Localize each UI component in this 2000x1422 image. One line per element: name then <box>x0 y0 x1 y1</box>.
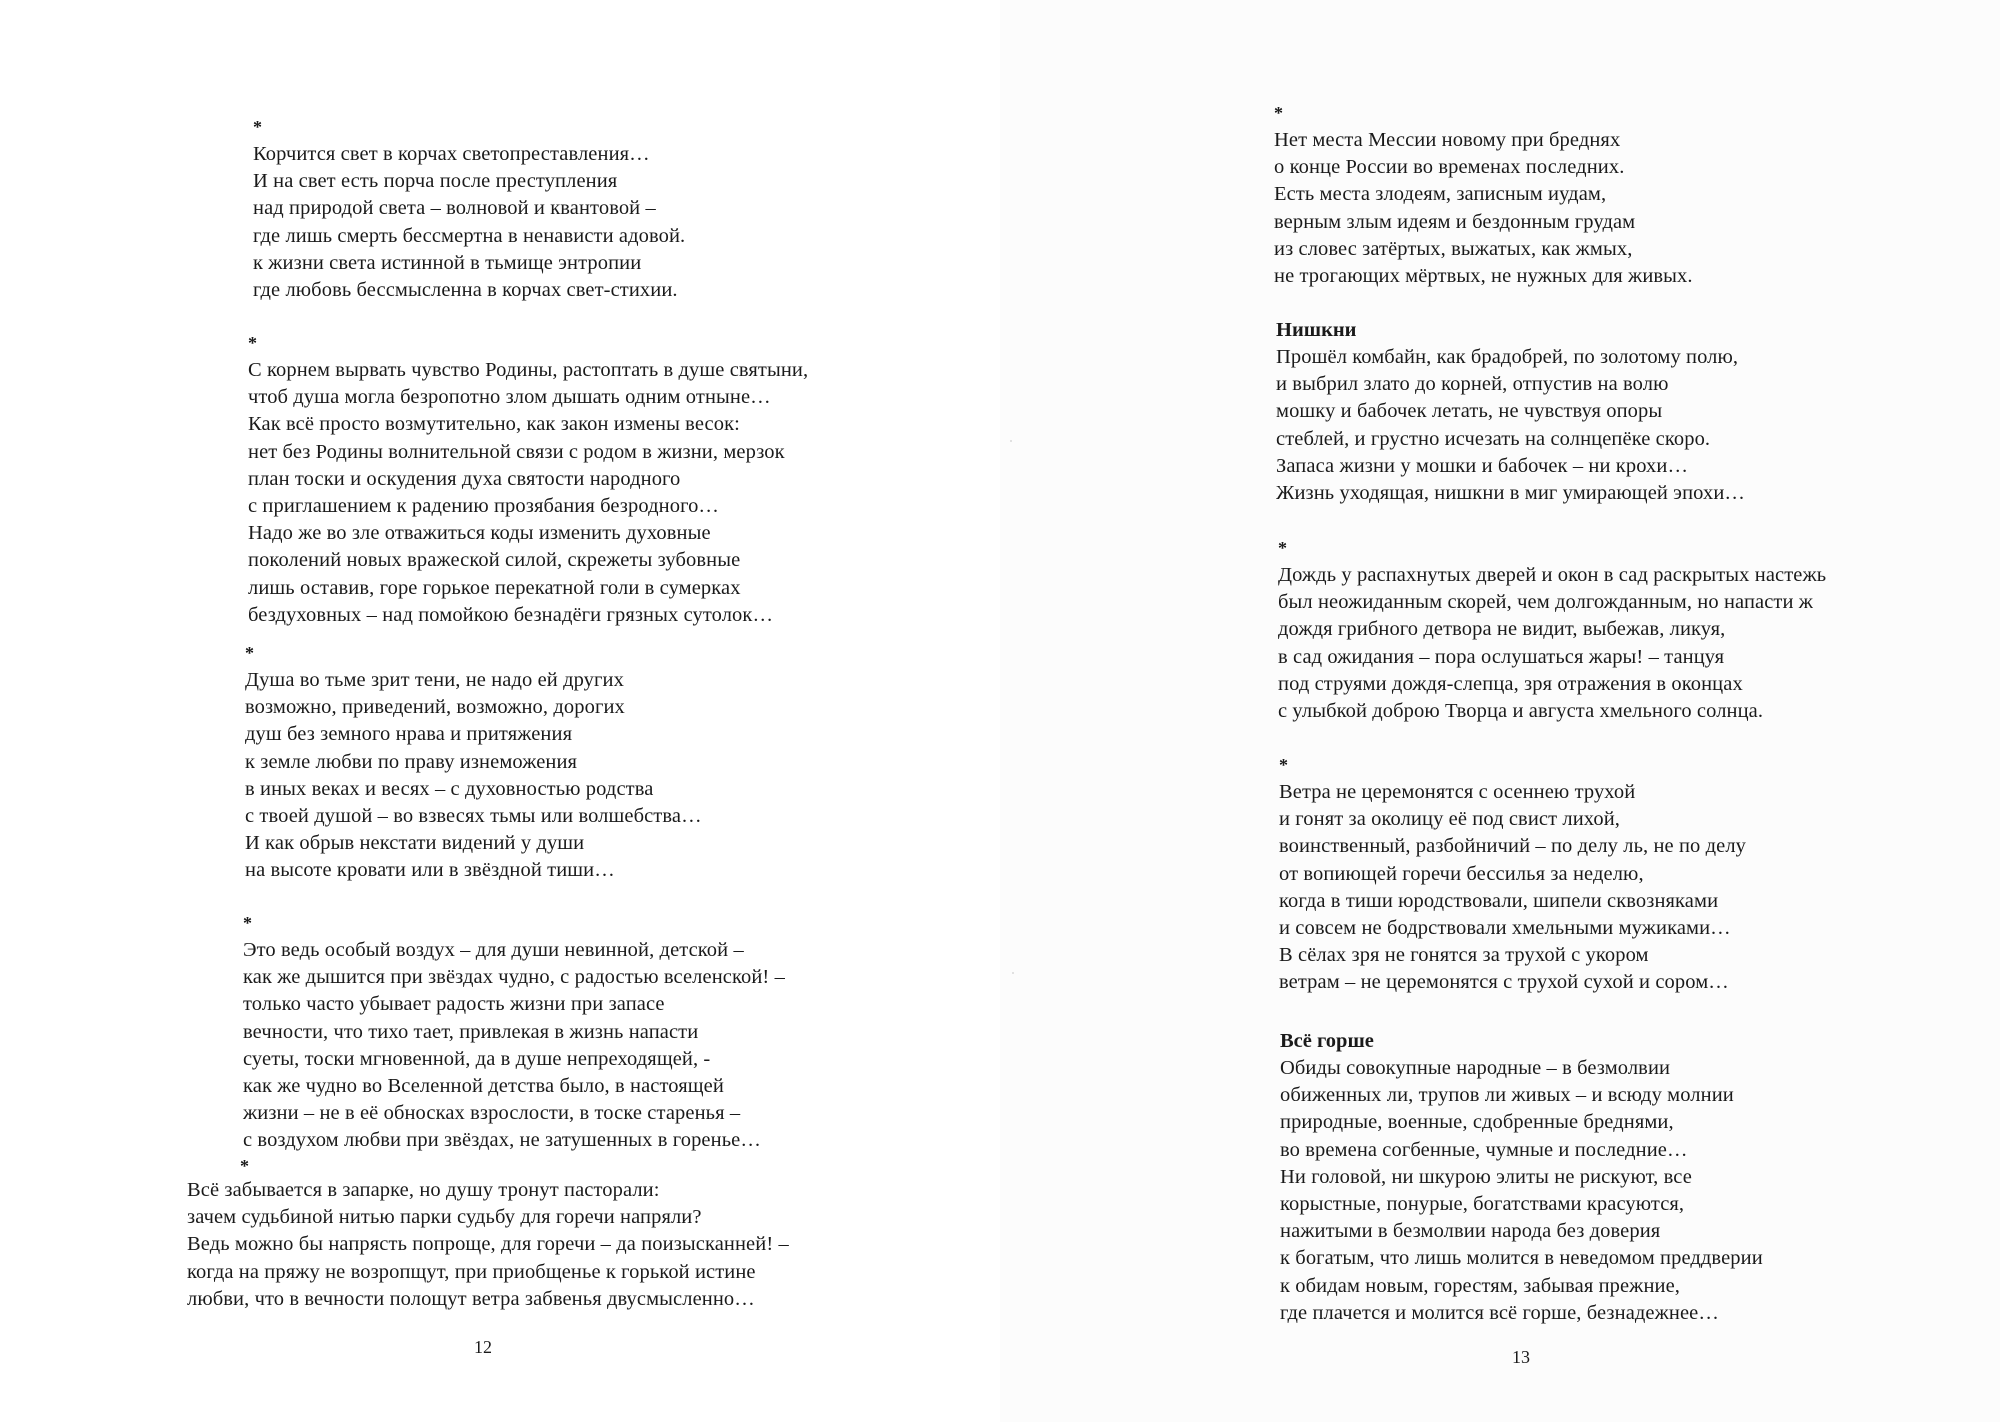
poem-line: к богатым, что лишь молится в неведомом преддверии <box>1280 1247 1763 1270</box>
section-marker: * <box>1279 755 1288 775</box>
poem-line: с улыбкой доброю Творца и августа хмельного солнца. <box>1278 700 1764 723</box>
poem-line: с воздухом любви при звёздах, не затушенных в горенье… <box>243 1129 761 1152</box>
poem-line: только часто убывает радость жизни при запасе <box>243 993 665 1016</box>
section-marker: * <box>1278 538 1287 558</box>
poem-line: Надо же во зле отважиться коды изменить духовные <box>248 522 711 545</box>
poem-line: во времена согбенные, чумные и последние… <box>1280 1138 1688 1161</box>
poem-line: не трогающих мёртвых, не нужных для живых. <box>1274 265 1693 288</box>
poem-line: Жизнь уходящая, нишкни в миг умирающей эпохи… <box>1276 482 1746 505</box>
poem-block <box>1278 535 1826 725</box>
poem-line: Ветра не церемонятся с осеннею трухой <box>1279 781 1636 803</box>
poem-line: и выбрил злато до корней, отпустив на волю <box>1276 373 1669 396</box>
poem-line: нет без Родины волнительной связи с родом в жизни, мерзок <box>248 440 785 463</box>
page-number: 13 <box>1512 1347 1530 1367</box>
poem-line: природные, военные, сдобренные бреднями, <box>1280 1111 1674 1134</box>
poem-block <box>253 114 685 304</box>
poem-line: и гонят за околицу её под свист лихой, <box>1279 808 1620 831</box>
poem-line: В сёлах зря не гонятся за трухой с укором <box>1279 944 1649 967</box>
poem-line: над природой света – волновой и квантовой – <box>253 197 656 220</box>
poem-line: мошку и бабочек летать, не чувствуя опоры <box>1276 400 1663 423</box>
poem-line: где любовь бессмысленна в корчах свет-стихии. <box>253 279 678 302</box>
poem-line: Корчится свет в корчах светопреставления… <box>253 143 650 165</box>
poem-line: к обидам новым, горестям, забывая прежние, <box>1280 1274 1681 1297</box>
poem-block <box>243 910 785 1155</box>
poem-line: вечности, что тихо тает, привлекая в жизнь напасти <box>243 1020 699 1043</box>
poem-line: Душа во тьме зрит тени, не надо ей других <box>245 669 624 691</box>
poem-marker-block <box>240 1153 249 1180</box>
poem-line: Обиды совокупные народные – в безмолвии <box>1280 1057 1671 1079</box>
section-marker: * <box>243 913 252 933</box>
poem-line: под струями дождя-слепца, зря отражения в оконцах <box>1278 672 1743 695</box>
section-marker: * <box>245 643 254 663</box>
poem-line: чтоб душа могла безропотно злом дышать одним отныне… <box>248 386 771 409</box>
poem-line: ветрам – не церемонятся с трухой сухой и сором… <box>1279 971 1729 994</box>
poem-line: был неожиданным скорей, чем долгожданным, но напасти ж <box>1278 591 1814 614</box>
poem-line: Ни головой, ни шкурою элиты не рискуют, все <box>1280 1165 1692 1188</box>
poem-line: стеблей, и грустно исчезать на солнцепёке скоро. <box>1276 427 1711 450</box>
poem-block <box>245 640 702 885</box>
section-marker: * <box>248 333 257 353</box>
poem-block <box>248 330 808 629</box>
poem-line: о конце России во временах последних. <box>1274 156 1625 179</box>
poem-block <box>1274 100 1693 290</box>
poem-line: Всё забывается в запарке, но душу тронут пасторали: <box>187 1179 660 1201</box>
poem-line: в иных веках и весях – с духовностью родства <box>245 777 654 800</box>
poem-title: Нишкни <box>1276 319 1357 341</box>
poem-line: где плачется и молится всё горше, безнадежнее… <box>1280 1301 1719 1324</box>
page-number: 12 <box>474 1337 492 1357</box>
poem-line: С корнем вырвать чувство Родины, растоптать в душе святыни, <box>248 359 809 381</box>
poem-line: к жизни света истинной в тьмище энтропии <box>253 251 642 274</box>
poem-line: от вопиющей горечи бессилья за неделю, <box>1279 862 1644 885</box>
poem-line: Нет места Мессии новому при бреднях <box>1274 129 1621 151</box>
section-marker: * <box>1274 103 1283 123</box>
poem-line: Запаса жизни у мошки и бабочек – ни крохи… <box>1276 454 1689 477</box>
poem-line: когда на пряжу не возропщут, при приобщенье к горькой истине <box>187 1260 756 1283</box>
poem-block <box>1280 1027 1763 1327</box>
poem-title: Всё горше <box>1280 1030 1374 1052</box>
poem-block <box>1276 316 1745 507</box>
poem-line: Прошёл комбайн, как брадобрей, по золотому полю, <box>1276 346 1739 368</box>
poem-line: возможно, приведений, возможно, дорогих <box>245 696 625 719</box>
poem-line: корыстные, понурые, богатствами красуются, <box>1280 1193 1685 1216</box>
poem-line: Как всё просто возмутительно, как закон измены весок: <box>248 413 740 436</box>
poem-line: Есть места злодеям, записным иудам, <box>1274 183 1607 206</box>
poem-line: И как обрыв некстати видений у души <box>245 832 585 855</box>
poem-line: к земле любви по праву изнеможения <box>245 750 578 773</box>
poem-line: суеты, тоски мгновенной, да в душе непреходящей, - <box>243 1047 711 1070</box>
poem-line: как же чудно во Вселенной детства было, в настоящей <box>243 1075 724 1098</box>
poem-line: жизни – не в её обносках взрослости, в тоске старенья – <box>243 1102 741 1125</box>
poem-line: бездуховных – над помойкою безнадёги грязных сутолок… <box>248 603 774 626</box>
poem-line: любви, что в вечности полощут ветра забвенья двусмысленно… <box>187 1287 755 1310</box>
poem-line: Это ведь особый воздух – для души невинной, детской – <box>243 939 744 961</box>
poem-line: план тоски и оскудения духа святости народного <box>248 467 681 490</box>
poem-line: и совсем не бодрствовали хмельными мужиками… <box>1279 917 1731 940</box>
poem-line: зачем судьбиной нитью парки судьбу для горечи напряли? <box>187 1206 702 1229</box>
poem-line: из словес затёртых, выжатых, как жмых, <box>1274 237 1633 260</box>
poem-line: И на свет есть порча после преступления <box>253 170 618 193</box>
poem-line: в сад ожидания – пора ослушаться жары! – танцуя <box>1278 645 1725 668</box>
poem-line: с твоей душой – во взвесях тьмы или волшебства… <box>245 805 702 828</box>
poem-line: обиженных ли, трупов ли живых – и всюду молнии <box>1280 1084 1734 1107</box>
poem-line: на высоте кровати или в звёздной тиши… <box>245 859 615 882</box>
poem-line: дождя грибного детвора не видит, выбежав, ликуя, <box>1278 618 1726 641</box>
poem-line: нажитыми в безмолвии народа без доверия <box>1280 1220 1661 1243</box>
poem-block <box>187 1177 789 1313</box>
section-marker: * <box>253 117 262 137</box>
right-page <box>1000 0 2000 1422</box>
poem-line: воинственный, разбойничий – по делу ль, не по делу <box>1279 835 1747 858</box>
poem-line: когда в тиши юродствовали, шипели сквозняками <box>1279 889 1719 912</box>
poem-line: душ без земного нрава и притяжения <box>245 723 573 746</box>
poem-line: где лишь смерть бессмертна в ненависти адовой. <box>253 224 686 247</box>
poem-line: как же дышится при звёздах чудно, с радостью вселенской! – <box>243 966 785 989</box>
poem-line: поколений новых вражеской силой, скрежеты зубовные <box>248 549 741 572</box>
poem-line: с приглашением к радению прозябания безродного… <box>248 495 720 518</box>
poem-line: верным злым идеям и бездонным грудам <box>1274 210 1636 233</box>
scan-speck <box>1010 440 1012 442</box>
poem-block <box>1279 752 1746 997</box>
poem-line: лишь оставив, горе горькое перекатной голи в сумерках <box>248 576 741 599</box>
poem-line: Ведь можно бы напрясть попроще, для горечи – да поизысканней! – <box>187 1233 789 1256</box>
poem-line: Дождь у распахнутых дверей и окон в сад раскрытых настежь <box>1278 564 1827 586</box>
scan-speck <box>1012 972 1014 974</box>
section-marker: * <box>240 1156 249 1176</box>
